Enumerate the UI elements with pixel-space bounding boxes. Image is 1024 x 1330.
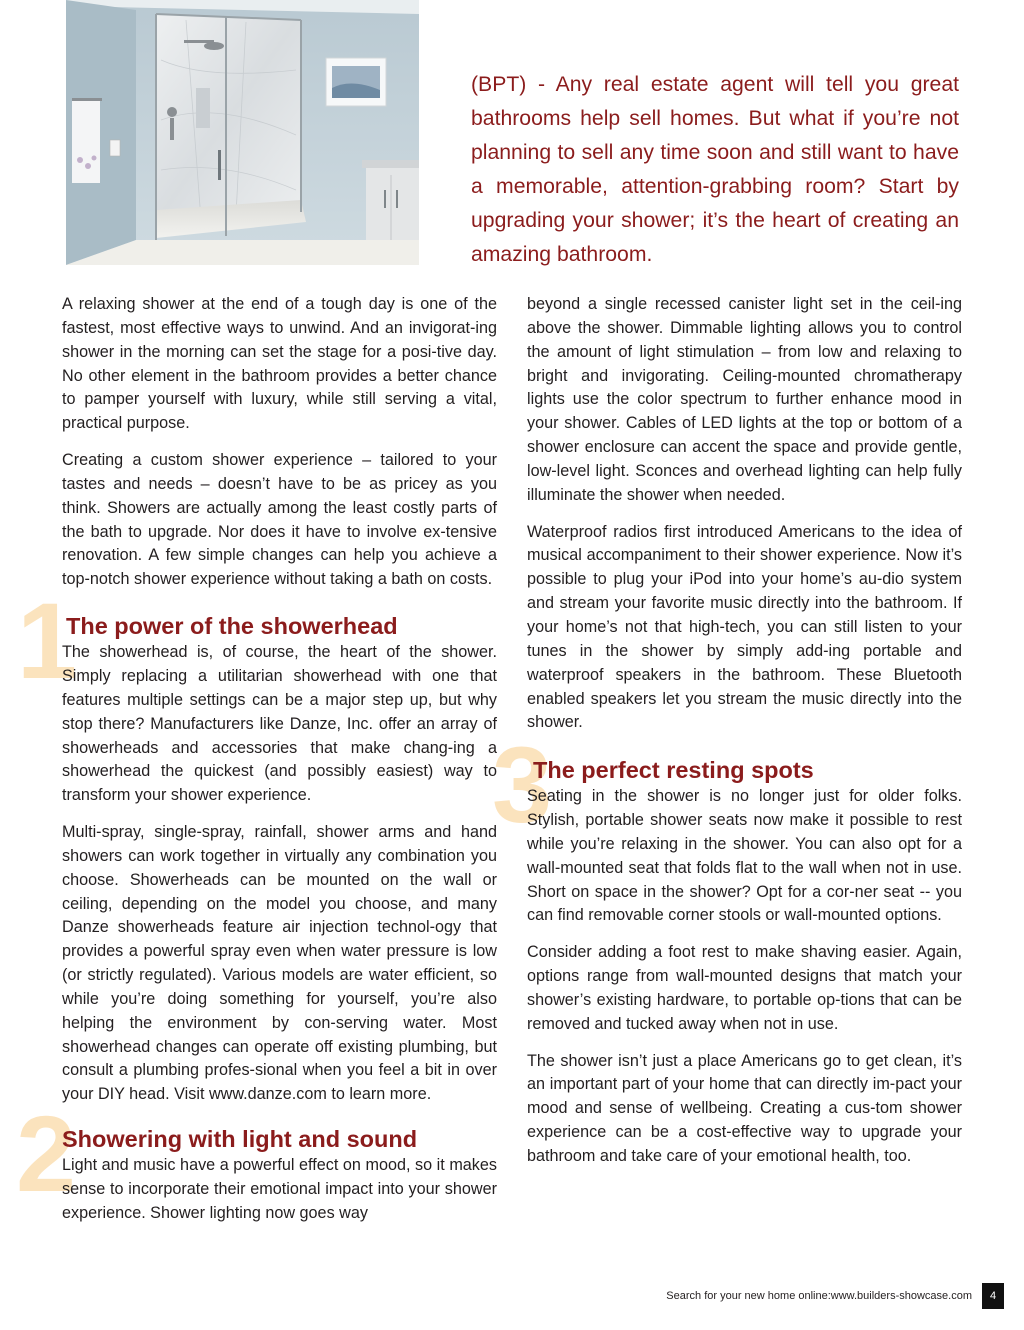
section-heading: The perfect resting spots <box>533 757 814 784</box>
body-paragraph: Light and music have a powerful effect on mood, so it makes sense to incorporate their emotional impact into your shower experience. Shower lighting now goes way <box>62 1156 497 1222</box>
body-paragraph: The showerhead is, of course, the heart of the shower. Simply replacing a utilitarian showerhead with one that features multiple settings can be a major step up, but why stop there? Manufacturers like Danze, Inc. offer an array of showerheads and accessories that make chang-ing a showerhead the quickest (and possibly easiest) way to transform your shower experience. <box>62 643 497 805</box>
right-column <box>492 293 962 1169</box>
body-paragraph: Multi-spray, single-spray, rainfall, shower arms and hand showers can work together in virtually any combination you choose. Showerheads can be mounted on the wall or ceiling, depending on the model you choose, and many Danze showerheads feature air injection technol-ogy that provides a powerful spray even when water pressure is low (or strictly regulated). Various models are water efficient, so while you’re doing something for yourself, you’re also helping the environment by con-serving water. Most showerhead changes can operate off existing plumbing, but consult a plumbing profes-sional when you feel a bit in over your DIY head. Visit www.danze.com to learn more. <box>62 823 497 1104</box>
section-heading: Showering with light and sound <box>62 1126 418 1153</box>
page-number: 4 <box>982 1283 1004 1309</box>
left-column <box>16 293 497 1226</box>
section-resting-spots <box>492 724 962 1169</box>
body-paragraph: beyond a single recessed canister light set in the ceil-ing above the shower. Dimmable lighting allows you to control the amount of light stimulation – from low and relaxing to bright and invigorating. Ceiling-mounted chromatherapy lights use the color spectrum to further enhance mood in your shower. Cables of LED lights at the top or bottom of a shower enclosure can accent the space and provide gentle, low-level light. Sconces and overhead lighting can help fully illuminate the shower when needed. <box>527 295 962 504</box>
body-paragraph: Waterproof radios first introduced Americans to the idea of musical accompaniment to their shower experience. Now it’s possible to plug your iPod into your home’s au-dio system and stream your favorite music directly into the bathroom. If your home’s not that high-tech, you can still listen to your tunes in the shower by simply add-ing portable and waterproof speakers in the bathroom. These Bluetooth enabled speakers let you stream the music directly into the shower. <box>527 522 962 732</box>
section-number: 1 <box>17 580 78 702</box>
body-paragraph: Consider adding a foot rest to make shaving easier. Again, options range from wall-mounted designs that match your shower’s existing hardware, to portable op-tions that can be removed and tucked away when not in use. <box>527 943 962 1033</box>
section-showerhead <box>17 580 497 1107</box>
body-paragraph: Seating in the shower is no longer just for older folks. Stylish, portable shower seats now make it possible to rest while you’re relaxing in the shower. You can also opt for a wall-mounted seat that folds flat to the wall when not in use. Short on space in the shower? Opt for a cor-ner seat -- you can find removable corner stools or wall-mounted options. <box>527 787 962 925</box>
section-heading: The power of the showerhead <box>66 613 398 640</box>
section-light-sound <box>16 1093 497 1226</box>
section-number: 2 <box>16 1093 77 1215</box>
section-number: 3 <box>492 724 553 846</box>
body-paragraph: Creating a custom shower experience – tailored to your tastes and needs – doesn’t have to be as pricey as you think. Showers are actually among the least costly parts of the bath to upgrade. Nor does it have to involve ex-tensive renovation. A few simple changes can help you achieve a top-notch shower experience without taking a bath on costs. <box>62 451 497 589</box>
footer-text: Search for your new home online:www.builders-showcase.com <box>666 1290 972 1302</box>
body-paragraph: The shower isn’t just a place Americans go to get clean, it’s an important part of your home that can directly im-pact your mood and sense of wellbeing. Creating a cus-tom shower experience can be a cost-effective way to upgrade your bathroom and take care of your emotional health, too. <box>527 1051 962 1165</box>
body-paragraph: A relaxing shower at the end of a tough day is one of the fastest, most effective ways to unwind. And an invigorat-ing shower in the morning can set the stage for a posi-tive day. No other element in the bathroom provides a better chance to pamper yourself with luxury, while still serving a vital, practical purpose. <box>62 295 497 433</box>
bathroom-photo <box>66 0 419 265</box>
intro-paragraph: (BPT) - Any real estate agent will tell you great bathrooms help sell homes. But what if you’re not planning to sell any time soon and still want to have a memorable, attention-grabbing room? Start by upgrading your shower; it’s the heart of creating an amazing bathroom. <box>471 73 959 266</box>
bathroom-shower-illustration <box>66 0 419 265</box>
